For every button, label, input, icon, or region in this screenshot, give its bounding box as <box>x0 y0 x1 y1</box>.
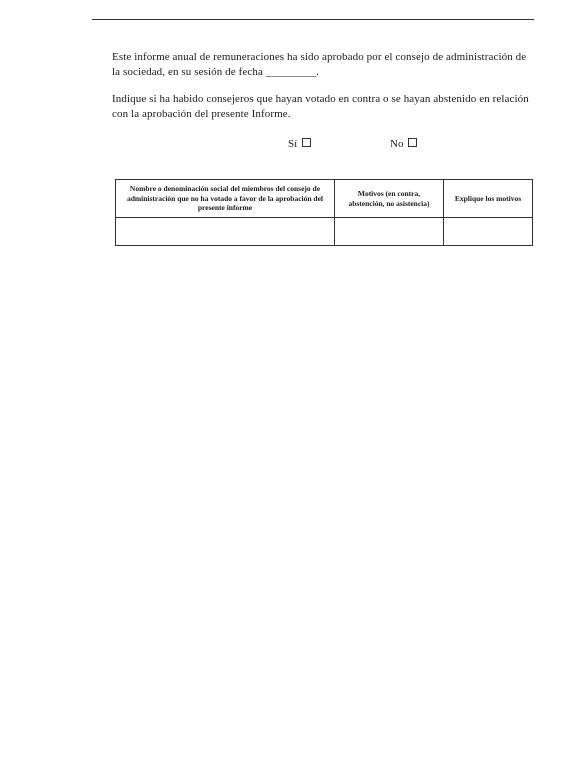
cell-explanation[interactable] <box>444 218 533 246</box>
vote-question-paragraph: Indique si ha habido consejeros que hayan votado en contra o se hayan abstenido en relación con la aprobación del presente Informe. <box>112 93 529 120</box>
header-reasons: Motivos (en contra, abstención, no asistencia) <box>335 180 444 218</box>
option-no-label: No <box>390 138 404 150</box>
cell-reasons[interactable] <box>335 218 444 246</box>
yes-checkbox[interactable] <box>302 138 311 147</box>
approval-paragraph: Este informe anual de remuneraciones ha sido aprobado por el consejo de administración de la sociedad, en su sesión de fecha _________. <box>112 51 527 78</box>
option-yes[interactable] <box>288 137 311 152</box>
option-yes-label: Sí <box>288 138 298 150</box>
header-member-name: Nombre o denominación social del miembros del consejo de administración que no ha votado a favor de la aprobación del presente informe <box>116 180 335 218</box>
cell-member-name[interactable] <box>116 218 335 246</box>
table-row <box>116 218 533 246</box>
option-no[interactable] <box>390 137 417 152</box>
table-header-row <box>116 180 533 218</box>
header-rule <box>92 19 534 20</box>
header-explanation: Explique los motivos <box>444 180 533 218</box>
dissenting-votes-table <box>115 179 533 246</box>
no-checkbox[interactable] <box>408 138 417 147</box>
